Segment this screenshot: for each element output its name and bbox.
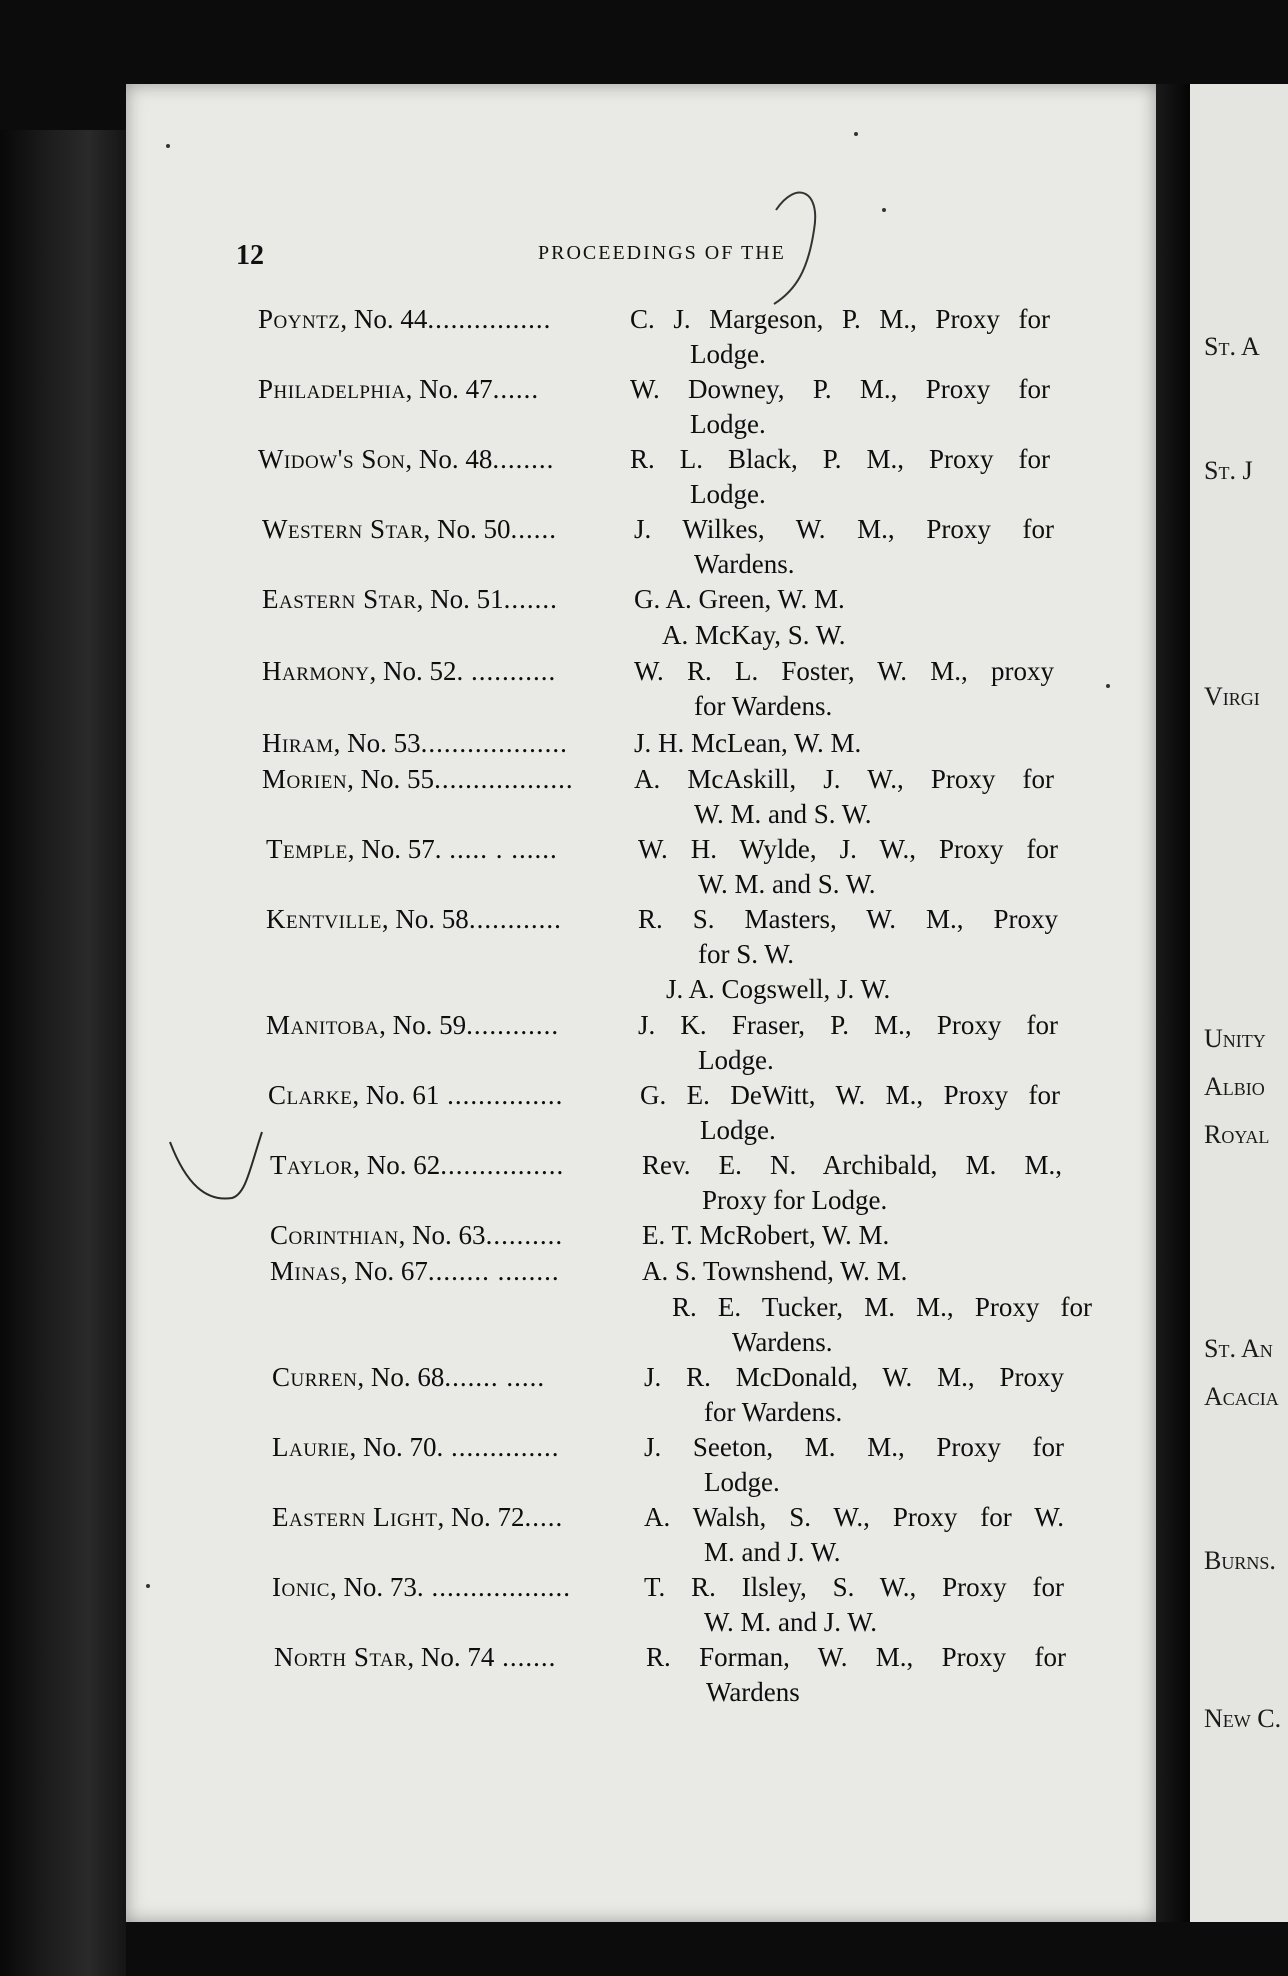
representative xyxy=(666,972,1086,1007)
lodge-number: , No. 67 xyxy=(340,1256,428,1286)
representative-continuation: Lodge. xyxy=(690,339,766,369)
lodge-name xyxy=(272,1500,642,1535)
facing-page-text: Albio xyxy=(1204,1072,1265,1101)
leader-dots: .................. xyxy=(423,1572,571,1602)
representative xyxy=(640,1078,1060,1148)
lodge-name xyxy=(272,1570,642,1605)
lodge-title: Clarke xyxy=(268,1080,353,1110)
lodge-number: , No. 53 xyxy=(333,728,421,758)
leader-dots: ...... xyxy=(492,374,540,404)
facing-page-text: Burns. xyxy=(1204,1546,1276,1575)
representative-continuation: Lodge. xyxy=(700,1115,776,1145)
lodge-title: Laurie xyxy=(272,1432,350,1462)
representative-continuation: W. M. and S. W. xyxy=(698,869,876,899)
page-gutter xyxy=(1156,84,1190,1922)
representative-line: G. E. DeWitt, W. M., Proxy for xyxy=(640,1080,1060,1110)
lodge-number: , No. 44 xyxy=(340,304,428,334)
representative xyxy=(642,1148,1062,1218)
leader-dots: ............... xyxy=(439,1080,564,1110)
representative xyxy=(634,726,1054,761)
representative-line: J. Seeton, M. M., Proxy for xyxy=(644,1432,1064,1462)
lodge-name xyxy=(270,1218,640,1253)
lodge-number: , No. 58 xyxy=(381,904,469,934)
lodge-title: Temple xyxy=(266,834,348,864)
lodge-name xyxy=(262,726,632,761)
running-head: PROCEEDINGS OF THE xyxy=(538,242,786,264)
lodge-name xyxy=(272,1360,642,1395)
representative xyxy=(638,902,1058,972)
lodge-title: Corinthian xyxy=(270,1220,399,1250)
representative xyxy=(644,1430,1064,1500)
lodge-name xyxy=(262,654,632,689)
lodge-name xyxy=(268,1078,638,1113)
representative-continuation: Wardens. xyxy=(732,1327,833,1357)
lodge-number: , No. 51 xyxy=(416,584,504,614)
representative-line: C. J. Margeson, P. M., Proxy for xyxy=(630,304,1050,334)
lodge-title: Minas xyxy=(270,1256,341,1286)
facing-page-text: St. A xyxy=(1204,332,1260,361)
leader-dots: ................ xyxy=(440,1150,565,1180)
lodge-number: , No. 72 xyxy=(437,1502,525,1532)
representative-line: J. Wilkes, W. M., Proxy for xyxy=(634,514,1054,544)
representative-line: A. S. Townshend, W. M. xyxy=(642,1256,908,1286)
lodge-name xyxy=(274,1640,644,1675)
lodge-title: Kentville xyxy=(266,904,382,934)
representative xyxy=(642,1254,1062,1289)
leader-dots: ....... xyxy=(494,1642,557,1672)
lodge-name xyxy=(266,902,636,937)
lodge-number: , No. 62 xyxy=(353,1150,441,1180)
facing-page-text: Unity xyxy=(1204,1024,1266,1053)
representative-line: W. H. Wylde, J. W., Proxy for xyxy=(638,834,1058,864)
representative-line: G. A. Green, W. M. xyxy=(634,584,845,614)
lodge-name xyxy=(270,1254,640,1289)
representative-continuation: for S. W. xyxy=(698,939,795,969)
representative xyxy=(634,654,1054,724)
representative xyxy=(644,1570,1064,1640)
lodge-number: , No. 74 xyxy=(407,1642,495,1672)
representative-continuation: for Wardens. xyxy=(694,691,833,721)
lodge-name xyxy=(258,442,628,477)
lodge-title: Hiram xyxy=(262,728,334,758)
facing-page-text: Virgi xyxy=(1204,682,1260,711)
leader-dots: ................ xyxy=(427,304,552,334)
representative xyxy=(638,1008,1058,1078)
scanned-page xyxy=(126,84,1156,1922)
representative xyxy=(634,582,1054,617)
leader-dots: ................... xyxy=(420,728,568,758)
representative-continuation: W. M. and J. W. xyxy=(704,1607,878,1637)
lodge-name xyxy=(258,302,628,337)
representative-continuation: for Wardens. xyxy=(704,1397,843,1427)
leader-dots: ...... xyxy=(510,514,558,544)
lodge-title: Philadelphia xyxy=(258,374,406,404)
page-number: 12 xyxy=(236,240,264,271)
leader-dots: ....... xyxy=(503,584,558,614)
representative-line: A. Walsh, S. W., Proxy for W. xyxy=(644,1502,1064,1532)
representative-continuation: M. and J. W. xyxy=(704,1537,841,1567)
representative xyxy=(644,1500,1064,1570)
lodge-number: , No. 47 xyxy=(405,374,493,404)
lodge-name xyxy=(262,762,632,797)
lodge-title: Western Star xyxy=(262,514,424,544)
lodge-number: , No. 55 xyxy=(347,764,435,794)
representative xyxy=(672,1290,1092,1360)
representative-line: T. R. Ilsley, S. W., Proxy for xyxy=(644,1572,1064,1602)
representative-line: J. A. Cogswell, J. W. xyxy=(666,974,891,1004)
lodge-number: , No. 52. xyxy=(369,656,464,686)
lodge-title: Eastern Star xyxy=(262,584,417,614)
leader-dots: ........ ........ xyxy=(427,1256,560,1286)
delegate-list xyxy=(126,84,1156,1922)
lodge-number: , No. 68 xyxy=(357,1362,445,1392)
lodge-name xyxy=(262,512,632,547)
lodge-number: , No. 48 xyxy=(405,444,493,474)
representative-line: Rev. E. N. Archibald, M. M., xyxy=(642,1150,1062,1180)
lodge-name xyxy=(272,1430,642,1465)
lodge-title: Ionic xyxy=(272,1572,330,1602)
lodge-title: North Star xyxy=(274,1642,408,1672)
lodge-number: , No. 59 xyxy=(379,1010,467,1040)
representative-continuation: W. M. and S. W. xyxy=(694,799,872,829)
lodge-title: Poyntz xyxy=(258,304,341,334)
lodge-title: Widow's Son xyxy=(258,444,406,474)
lodge-number: , No. 73. xyxy=(329,1572,424,1602)
lodge-title: Eastern Light xyxy=(272,1502,438,1532)
representative-continuation: Wardens xyxy=(706,1677,800,1707)
lodge-name xyxy=(266,832,636,867)
lodge-number: , No. 63 xyxy=(398,1220,486,1250)
facing-page-text: St. J xyxy=(1204,456,1253,485)
leader-dots: ........ xyxy=(492,444,555,474)
lodge-title: Curren xyxy=(272,1362,358,1392)
facing-page-text: Acacia xyxy=(1204,1382,1279,1411)
representative-continuation: Lodge. xyxy=(690,409,766,439)
leader-dots: ..... xyxy=(524,1502,564,1532)
representative xyxy=(642,1218,1062,1253)
lodge-name xyxy=(270,1148,640,1183)
leader-dots: ........... xyxy=(463,656,557,686)
representative-line: J. H. McLean, W. M. xyxy=(634,728,862,758)
lodge-number: , No. 61 xyxy=(352,1080,440,1110)
representative xyxy=(630,302,1050,372)
representative-line: W. Downey, P. M., Proxy for xyxy=(630,374,1050,404)
leader-dots: ..... . ...... xyxy=(441,834,558,864)
book-binding xyxy=(0,130,126,1976)
representative xyxy=(634,762,1054,832)
representative xyxy=(638,832,1058,902)
lodge-number: , No. 50 xyxy=(423,514,511,544)
leader-dots: ............ xyxy=(466,1010,560,1040)
lodge-name xyxy=(258,372,628,407)
lodge-number: , No. 70. xyxy=(349,1432,444,1462)
lodge-number: , No. 57. xyxy=(347,834,442,864)
representative-line: R. L. Black, P. M., Proxy for xyxy=(630,444,1050,474)
lodge-title: Taylor xyxy=(270,1150,354,1180)
representative-continuation: Lodge. xyxy=(698,1045,774,1075)
facing-page-fragment xyxy=(1190,84,1288,1922)
lodge-title: Harmony xyxy=(262,656,370,686)
representative-continuation: Lodge. xyxy=(704,1467,780,1497)
representative xyxy=(646,1640,1066,1710)
facing-page-text: Royal xyxy=(1204,1120,1270,1149)
leader-dots: .......... xyxy=(485,1220,564,1250)
leader-dots: .................. xyxy=(434,764,574,794)
lodge-name xyxy=(262,582,632,617)
facing-page-text: New C. xyxy=(1204,1704,1282,1733)
representative-line: R. S. Masters, W. M., Proxy xyxy=(638,904,1058,934)
representative-line: J. K. Fraser, P. M., Proxy for xyxy=(638,1010,1058,1040)
leader-dots: .............. xyxy=(443,1432,560,1462)
representative-line: R. E. Tucker, M. M., Proxy for xyxy=(672,1292,1092,1322)
lodge-title: Morien xyxy=(262,764,348,794)
leader-dots: ....... ..... xyxy=(444,1362,546,1392)
lodge-title: Manitoba xyxy=(266,1010,380,1040)
representative-continuation: Lodge. xyxy=(690,479,766,509)
representative-line: A. McAskill, J. W., Proxy for xyxy=(634,764,1054,794)
representative xyxy=(644,1360,1064,1430)
facing-page-text: St. An xyxy=(1204,1334,1273,1363)
representative xyxy=(634,512,1054,582)
representative xyxy=(630,442,1050,512)
representative-continuation: Proxy for Lodge. xyxy=(702,1185,888,1215)
representative-line: A. McKay, S. W. xyxy=(662,620,846,650)
representative-line: E. T. McRobert, W. M. xyxy=(642,1220,890,1250)
lodge-name xyxy=(266,1008,636,1043)
representative xyxy=(662,618,1082,653)
representative-line: W. R. L. Foster, W. M., proxy xyxy=(634,656,1054,686)
representative-continuation: Wardens. xyxy=(694,549,795,579)
representative-line: J. R. McDonald, W. M., Proxy xyxy=(644,1362,1064,1392)
leader-dots: ............ xyxy=(468,904,562,934)
representative-line: R. Forman, W. M., Proxy for xyxy=(646,1642,1066,1672)
representative xyxy=(630,372,1050,442)
